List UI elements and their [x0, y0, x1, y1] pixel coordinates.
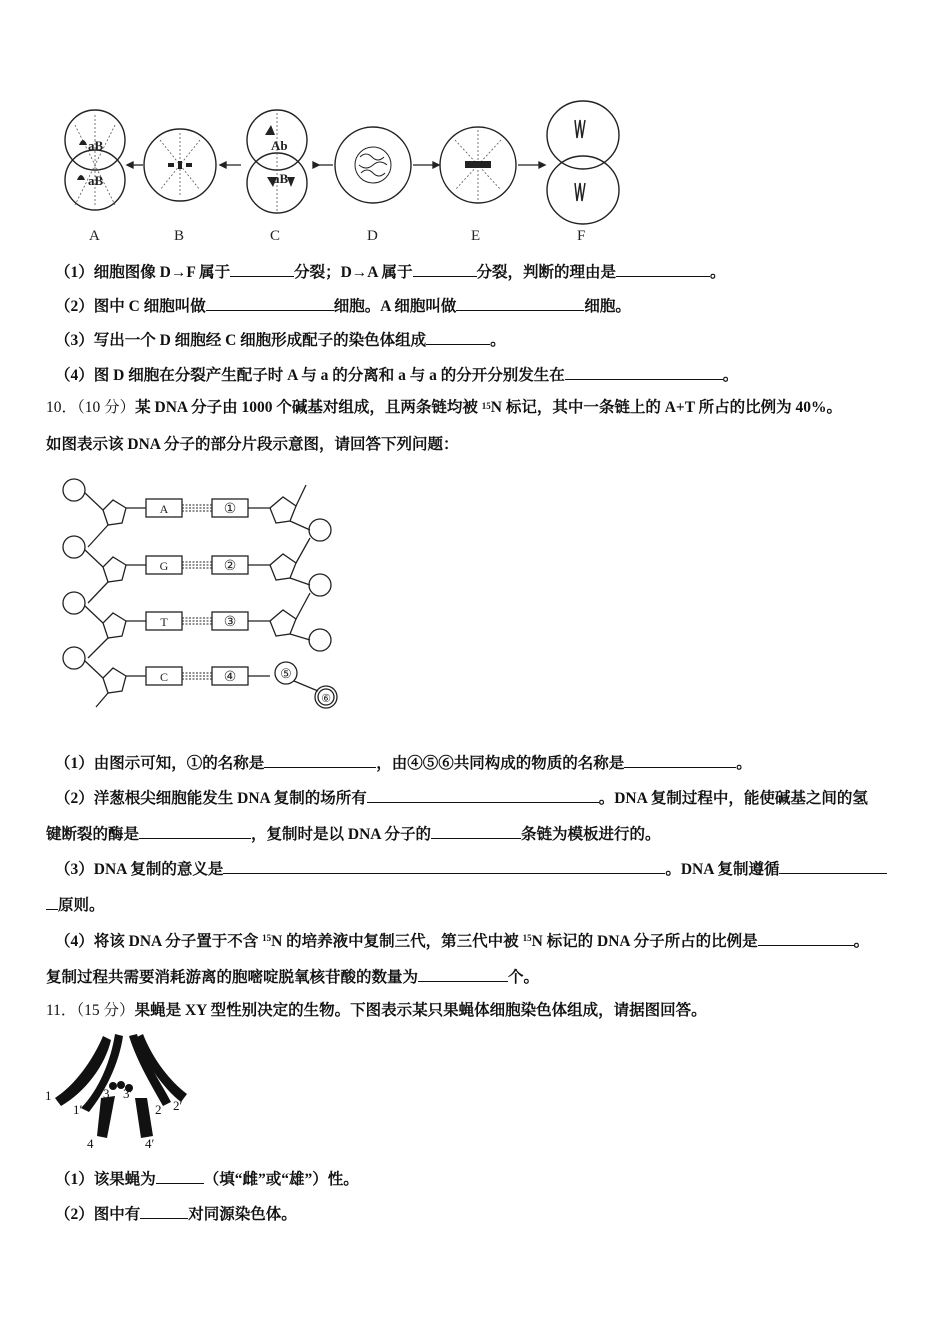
q11-p2-blank[interactable]	[140, 1203, 188, 1219]
q9-p1-blank-1[interactable]	[230, 261, 294, 277]
cell-c-top-genes: Ab	[271, 138, 288, 153]
q10-p1-blank-2[interactable]	[624, 752, 736, 768]
pair-1: ①	[223, 502, 237, 517]
q10-p3a: （3）DNA 复制的意义是 。DNA 复制遵循	[55, 858, 887, 880]
chromosome-4-prime	[135, 1098, 153, 1138]
label-c: C	[270, 228, 281, 244]
cell-f-bottom	[547, 156, 619, 224]
q10-p2-blank-3[interactable]	[431, 823, 521, 839]
base-c: C	[159, 670, 169, 684]
q10-p1: （1）由图示可知，①的名称是 ，由④⑤⑥共同构成的物质的名称是 。	[55, 752, 752, 774]
cell-a-top-genes: aB	[88, 138, 104, 153]
q10-p4a: （4）将该 DNA 分子置于不含 $^{15}$N 的培养液中复制三代，第三代中被 $^{15}$N 标记的 DNA 分子所占的比例是 。	[55, 930, 869, 952]
q9-p4: （4）图 D 细胞在分裂产生配子时 A 与 a 的分离和 a 与 a 的分开分别发生在 。	[55, 364, 738, 386]
label-e: E	[471, 228, 481, 244]
q10-p4-blank-1[interactable]	[758, 930, 854, 946]
pair-4: ④	[223, 670, 237, 685]
chrom-label-1-prime: 1′	[73, 1102, 83, 1117]
q9-p4-blank[interactable]	[565, 364, 723, 380]
cell-a-bottom-genes: aB	[88, 173, 104, 188]
q10-p3b: 原则。	[46, 894, 105, 916]
q10-p2a: （2）洋葱根尖细胞能发生 DNA 复制的场所有 。DNA 复制过程中，能使碱基之间的氢	[55, 787, 868, 809]
chromosome-figure	[45, 1030, 195, 1155]
q9-p1-blank-2[interactable]	[413, 261, 477, 277]
q10-p4-blank-2[interactable]	[418, 966, 508, 982]
label-b: B	[174, 228, 185, 244]
q9-p1-blank-3[interactable]	[616, 261, 710, 277]
q10-p3-blank-2[interactable]	[779, 858, 887, 874]
chrom-label-2-prime: 2′	[173, 1098, 183, 1113]
q9-p1: （1）细胞图像 D→F 属于 分裂；D→A 属于 分裂，判断的理由是 。	[55, 261, 726, 283]
base-t: T	[160, 615, 168, 629]
chrom-label-2: 2	[155, 1102, 162, 1117]
q9-p3-blank[interactable]	[426, 329, 490, 345]
chromosome-2	[129, 1034, 171, 1106]
q10-p2-blank-1[interactable]	[367, 787, 599, 803]
q10-intro: 如图表示该 DNA 分子的部分片段示意图，请回答下列问题：	[46, 436, 459, 453]
q11-head: 11．（15 分）果蝇是 XY 型性别决定的生物。下图表示某只果蝇体细胞染色体组成，请据图回答。	[46, 1002, 707, 1019]
label-a: A	[89, 228, 100, 244]
base-g: G	[159, 559, 169, 573]
q10-head: 10．（10 分）某 DNA 分子由 1000 个碱基对组成，且两条链均被 $^{15}$N 标记，其中一条链上的 A+T 所占的比例为 40%。	[46, 399, 843, 416]
chrom-label-3: 3	[103, 1086, 110, 1101]
q9-p2-blank-2[interactable]	[456, 295, 584, 311]
q10-p2b: 键断裂的酶是 ，复制时是以 DNA 分子的 条链为模板进行的。	[46, 823, 661, 845]
chrom-label-4-prime: 4′	[145, 1136, 155, 1151]
chromosome-4	[97, 1096, 115, 1138]
cell-c-bottom-genes: aB	[273, 171, 289, 186]
chrom-label-4: 4	[87, 1136, 94, 1151]
pair-3: ③	[223, 615, 237, 630]
mark-5: ⑤	[280, 666, 292, 681]
q10-p3-blank-2-cont[interactable]	[46, 894, 58, 910]
q10-p2-blank-2[interactable]	[139, 823, 251, 839]
label-d: D	[367, 228, 378, 244]
q11-p2: （2）图中有 对同源染色体。	[55, 1203, 297, 1225]
label-f: F	[577, 228, 586, 244]
q9-p3: （3）写出一个 D 细胞经 C 细胞形成配子的染色体组成 。	[55, 329, 506, 351]
q11-p1: （1）该果蝇为 （填“雌”或“雄”）性。	[55, 1168, 359, 1190]
chrom-label-1: 1	[45, 1088, 52, 1103]
q10-p3-blank-1[interactable]	[223, 858, 665, 874]
q9-p2: （2）图中 C 细胞叫做 细胞。A 细胞叫做 细胞。	[55, 295, 631, 317]
q11-p1-blank[interactable]	[156, 1168, 204, 1184]
q9-p2-blank-1[interactable]	[206, 295, 334, 311]
q10-p4b: 复制过程共需要消耗游离的胞嘧啶脱氧核苷酸的数量为 个。	[46, 966, 539, 988]
q10-p1-blank-1[interactable]	[264, 752, 376, 768]
dna-diagram	[58, 475, 348, 715]
cell-division-figure	[55, 95, 645, 255]
base-a: A	[159, 502, 169, 516]
mark-6: ⑥	[321, 693, 331, 705]
chrom-label-3-prime: 3′	[123, 1086, 133, 1101]
pair-2: ②	[223, 559, 237, 574]
